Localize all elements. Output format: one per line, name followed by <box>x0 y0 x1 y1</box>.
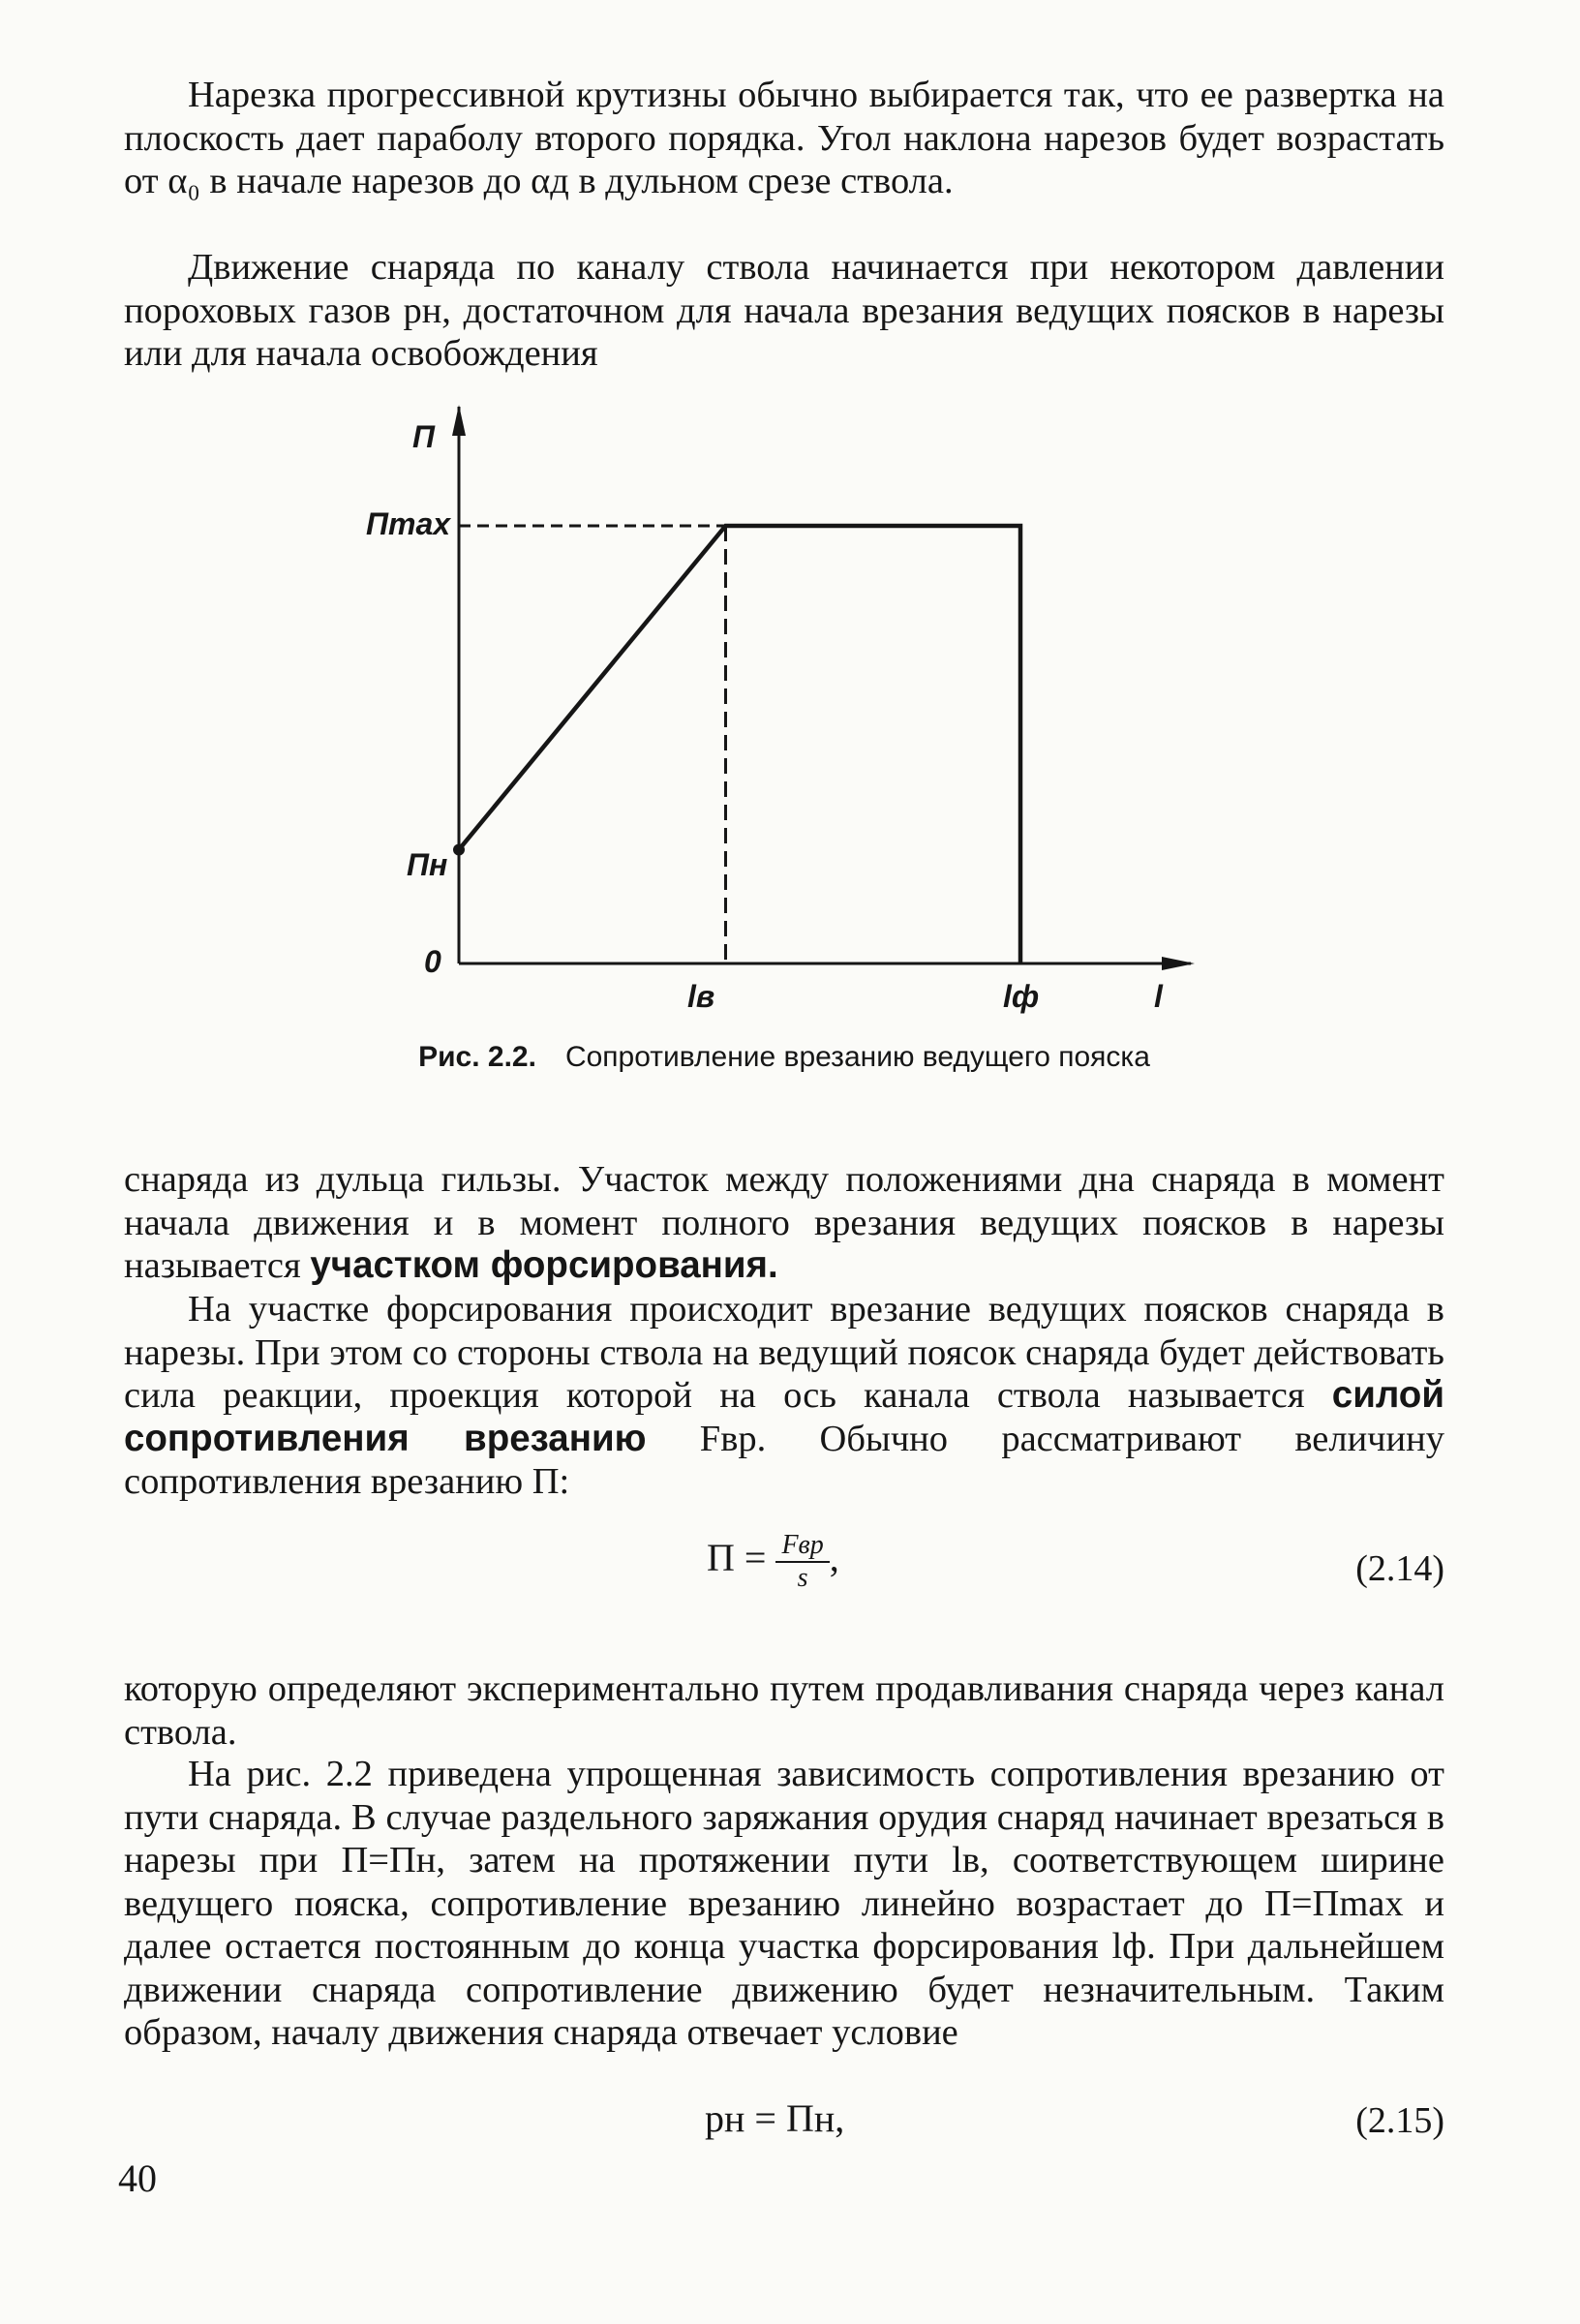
lf-label: lф <box>1003 979 1040 1014</box>
caption-text: Сопротивление врезанию ведущего пояска <box>564 1041 1150 1073</box>
paragraph-2-text: Движение снаряда по каналу ствола начинается при некотором давлении пороховых газов pн, достаточном для начала врезания ведущих поясков в нарезы или для начала освобождения <box>124 247 1444 374</box>
paragraph-4 <box>124 1288 1444 1504</box>
origin-label: 0 <box>424 944 441 979</box>
resistance-curve <box>459 526 1020 963</box>
paragraph-5-text: которую определяют экспериментально путем продавливания снаряда через канал ствола. <box>124 1668 1444 1753</box>
figure-chart <box>0 0 1580 1065</box>
equation-2-14-fraction <box>775 1530 829 1594</box>
chart-axes <box>452 405 1195 970</box>
paragraph-3 <box>124 1158 1444 1288</box>
y-axis-label: П <box>412 419 436 454</box>
pmax-label: Пmax <box>366 506 451 541</box>
paragraph-1-text: Нарезка прогрессивной крутизны обычно выбирается так, что ее развертка на плоскость дает параболу второго порядка. Угол наклона нарезов будет возрастать от α₀ в начале нарезов до αд в дульном срезе ствола. <box>124 75 1444 201</box>
pn-data-point <box>453 843 465 855</box>
fraction-numerator: Fвр <box>775 1530 829 1563</box>
paragraph-4-tail: Fвр. Обычно рассматривают величину сопротивления врезанию П: <box>124 1418 1444 1502</box>
y-axis-arrow <box>452 405 466 436</box>
equation-2-14-comma: , <box>829 1536 839 1580</box>
page-number: 40 <box>118 2156 157 2200</box>
paragraph-6 <box>124 1753 1444 2055</box>
x-axis-label: l <box>1154 979 1163 1014</box>
term-engraving-force: силой сопротивления врезанию <box>124 1374 1444 1459</box>
caption-number: Рис. 2.2. <box>418 1041 536 1073</box>
lv-label: lв <box>687 979 715 1014</box>
paragraph-4-text: На участке форсирования происходит врезание ведущих поясков снаряда в нарезы. При этом со стороны ствола на ведущий поясок снаряда будет действовать сила реакции, проекция которой на ось канала ствола называется <box>124 1289 1444 1416</box>
paragraph-5 <box>124 1667 1444 1754</box>
equation-2-14-label: (2.14) <box>1355 1548 1444 1589</box>
term-forcing-section: участком форсирования. <box>310 1244 778 1286</box>
x-axis-arrow <box>1162 957 1195 970</box>
figure-caption <box>368 1040 1200 1075</box>
paragraph-3-text: снаряда из дульца гильзы. Участок между положениями дна снаряда в момент начала движения и в момент полного врезания ведущих поясков в нарезы называется <box>124 1159 1444 1286</box>
fraction-denominator: s <box>797 1563 808 1593</box>
paragraph-6-text: На рис. 2.2 приведена упрощенная зависимость сопротивления врезанию от пути снаряда. В случае раздельного заряжания орудия снаряд начинает врезаться в нарезы при П=Пн, затем на протяжении пути lв, соответствующем ширине ведущего пояска, сопротивление врезанию линейно возрастает до П=Пmax и далее остается постоянным до конца участка форсирования lф. При дальнейшем движении снаряда сопротивление движению будет незначительным. Таким образом, началу движения снаряда отвечает условие <box>124 1754 1444 2053</box>
equation-2-14 <box>707 1530 839 1594</box>
equation-2-15-label: (2.15) <box>1355 2100 1444 2141</box>
equation-2-15: pн = Пн, <box>705 2096 845 2140</box>
equation-2-14-lhs: П = <box>707 1536 767 1580</box>
pn-label: Пн <box>407 847 448 882</box>
